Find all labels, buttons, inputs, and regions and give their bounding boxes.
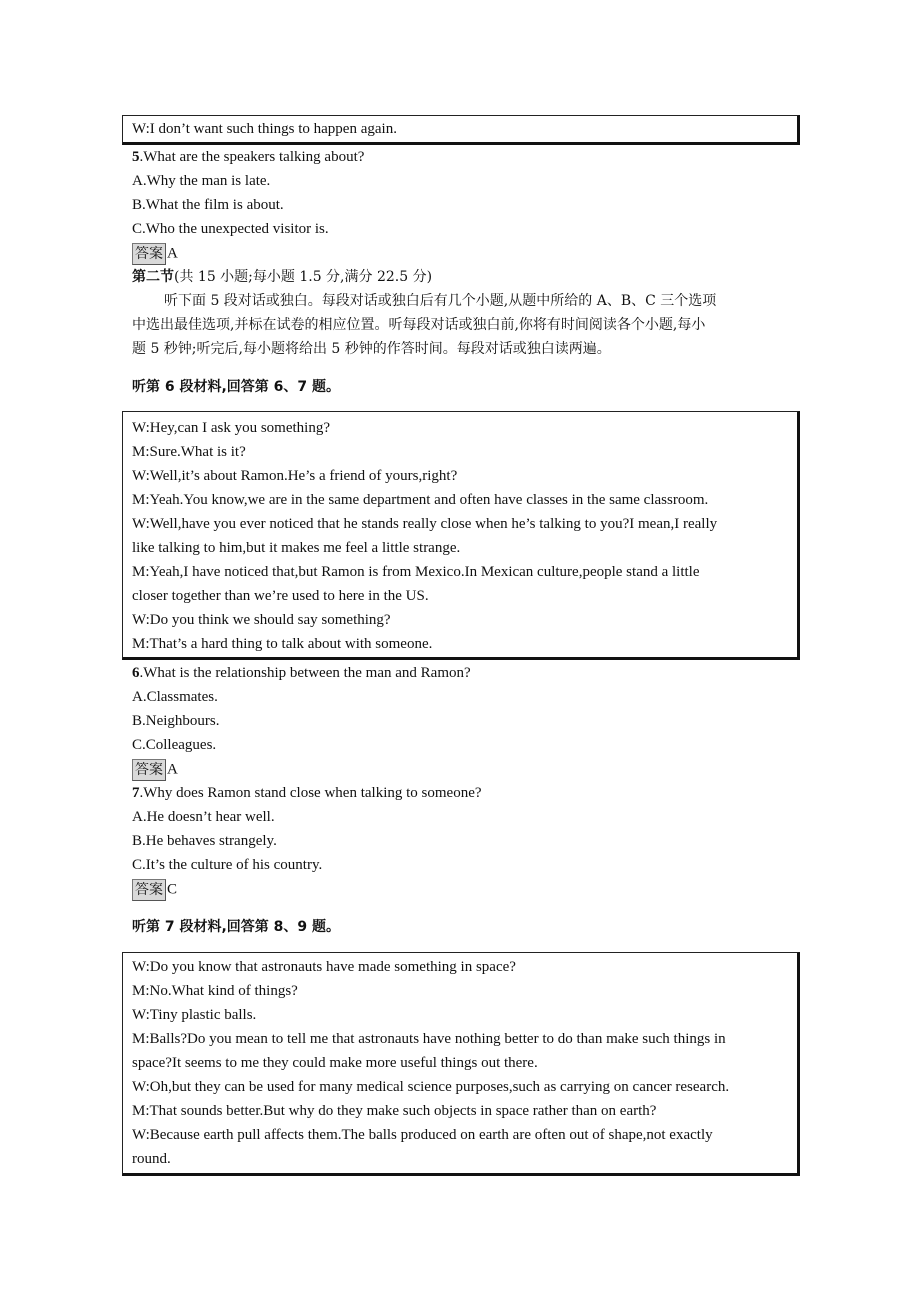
transcript-line: M:Sure.What is it? <box>132 444 246 460</box>
question-7 <box>132 781 482 805</box>
transcript-box-6 <box>122 411 800 660</box>
option-b: B.He behaves strangely. <box>132 833 277 849</box>
question-text: .What is the relationship between the man and Ramon? <box>139 665 471 681</box>
transcript-line: W:Well,have you ever noticed that he stands really close when he’s talking to you?I mean,I really <box>132 516 718 532</box>
instruction-line: 题 5 秒钟;听完后,每小题将给出 5 秒钟的作答时间。每段对话或独白读两遍。 <box>132 341 611 357</box>
transcript-line: space?It seems to me they could make more useful things out there. <box>132 1055 538 1071</box>
answer-value: C <box>167 881 178 898</box>
answer-value: A <box>167 245 178 262</box>
transcript-line: W:Oh,but they can be used for many medical science purposes,such as carrying on cancer research. <box>132 1079 730 1095</box>
instruction-line: 听下面 5 段对话或独白。每段对话或独白后有几个小题,从题中所给的 A、B、C 三个选项 <box>164 293 717 309</box>
transcript-line: W:Hey,can I ask you something? <box>132 420 330 436</box>
question-6 <box>132 661 471 685</box>
option-b: B.What the film is about. <box>132 197 284 213</box>
option-b: B.Neighbours. <box>132 713 220 729</box>
part2-heading <box>132 265 432 289</box>
part2-note: (共 15 小题;每小题 1.5 分,满分 22.5 分) <box>174 269 433 285</box>
transcript-box-7 <box>122 952 800 1176</box>
answer-row <box>132 241 178 265</box>
answer-value: A <box>167 761 178 778</box>
option-a: A.Why the man is late. <box>132 173 271 189</box>
answer-label: 答案 <box>132 243 166 265</box>
transcript-line: W:Do you think we should say something? <box>132 612 391 628</box>
question-number: 5 <box>132 149 140 165</box>
transcript-line: like talking to him,but it makes me feel a little strange. <box>132 540 461 556</box>
question-number: 6 <box>132 665 140 681</box>
transcript-line: W:I don’t want such things to happen again. <box>132 121 397 137</box>
option-c: C.Colleagues. <box>132 737 217 753</box>
option-a: A.He doesn’t hear well. <box>132 809 275 825</box>
question-number: 7 <box>132 785 140 801</box>
option-c: C.Who the unexpected visitor is. <box>132 221 329 237</box>
part2-title: 第二节 <box>132 269 174 285</box>
instruction-line: 中选出最佳选项,并标在试卷的相应位置。听每段对话或独白前,你将有时间阅读各个小题,每小 <box>132 317 706 333</box>
transcript-line: W:Well,it’s about Ramon.He’s a friend of yours,right? <box>132 468 458 484</box>
question-text: .Why does Ramon stand close when talking to someone? <box>139 785 482 801</box>
question-text: .What are the speakers talking about? <box>139 149 365 165</box>
option-a: A.Classmates. <box>132 689 218 705</box>
transcript-line: M:Yeah,I have noticed that,but Ramon is from Mexico.In Mexican culture,people stand a little <box>132 564 700 580</box>
transcript-line: W:Because earth pull affects them.The balls produced on earth are often out of shape,not exactly <box>132 1127 713 1143</box>
option-c: C.It’s the culture of his country. <box>132 857 323 873</box>
transcript-line: W:Do you know that astronauts have made something in space? <box>132 959 516 975</box>
material-7-heading: 听第 7 段材料,回答第 8、9 题。 <box>132 919 341 935</box>
answer-row <box>132 877 177 901</box>
transcript-line: closer together than we’re used to here in the US. <box>132 588 429 604</box>
transcript-line: M:No.What kind of things? <box>132 983 298 999</box>
answer-label: 答案 <box>132 879 166 901</box>
transcript-line: M:Balls?Do you mean to tell me that astronauts have nothing better to do than make such things in <box>132 1031 726 1047</box>
answer-label: 答案 <box>132 759 166 781</box>
transcript-line: M:Yeah.You know,we are in the same department and often have classes in the same classroom. <box>132 492 709 508</box>
transcript-line: M:That’s a hard thing to talk about with someone. <box>132 636 433 652</box>
transcript-line: W:Tiny plastic balls. <box>132 1007 257 1023</box>
material-6-heading: 听第 6 段材料,回答第 6、7 题。 <box>132 379 341 395</box>
transcript-box-4-tail <box>122 115 800 145</box>
question-5 <box>132 145 364 169</box>
transcript-line: M:That sounds better.But why do they make such objects in space rather than on earth? <box>132 1103 657 1119</box>
transcript-line: round. <box>132 1151 171 1167</box>
answer-row <box>132 757 178 781</box>
